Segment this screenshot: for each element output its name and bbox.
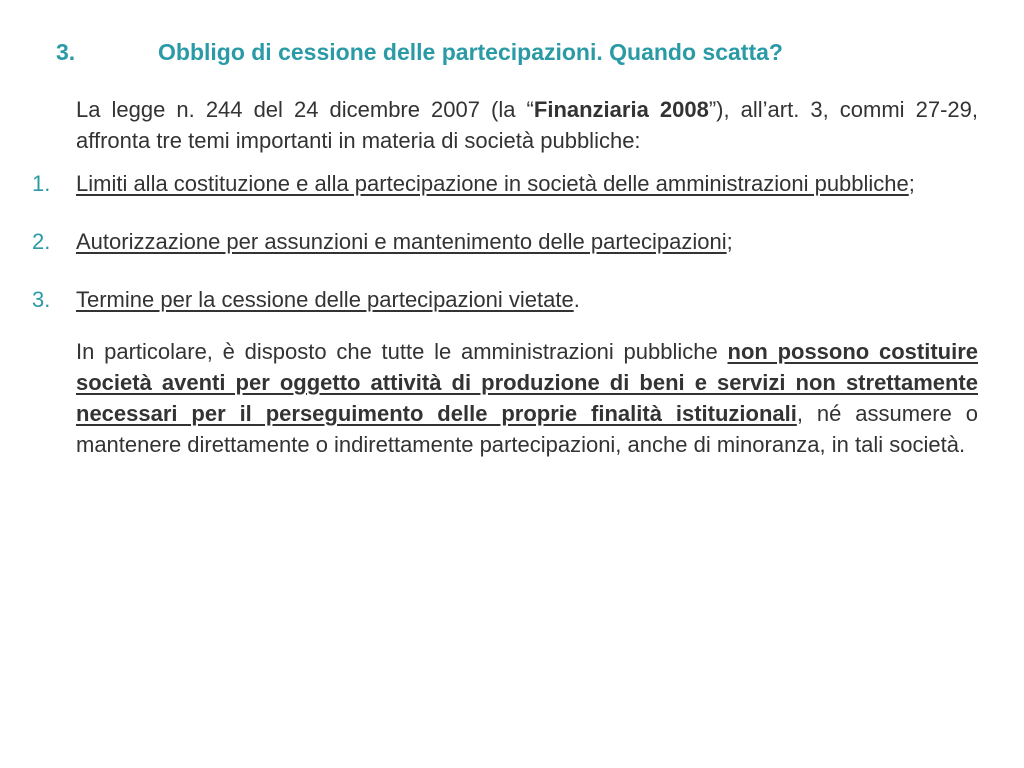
- closing-text-post: , né assumere o mantenere direttamente o indirettamente partecipazioni, anche di minoranza, in tali società.: [76, 401, 978, 457]
- intro-paragraph: [76, 94, 978, 156]
- topics-list: [32, 168, 978, 315]
- list-item-text: Termine per la cessione delle partecipazioni vietate: [76, 287, 574, 312]
- list-item-suffix: .: [573, 287, 580, 312]
- intro-text-post: ”), all’art. 3, commi 27-29, affronta tre temi importanti in materia di società pubbliche:: [76, 97, 978, 153]
- intro-text-pre: La legge n. 244 del 24 dicembre 2007 (la “: [76, 97, 534, 122]
- list-item-text: Limiti alla costituzione e alla partecipazione in società delle amministrazioni pubbliche: [76, 171, 909, 196]
- list-marker: 2.: [32, 229, 51, 254]
- closing-paragraph: [76, 336, 978, 460]
- list-item: [32, 226, 978, 257]
- list-item: [32, 168, 978, 199]
- heading-title: Obbligo di cessione delle partecipazioni. Quando scatta?: [158, 39, 783, 65]
- list-item-suffix: ;: [908, 171, 915, 196]
- slide-heading: [56, 37, 976, 67]
- closing-text-emphasis: non possono costituire società aventi per oggetto attività di produzione di beni e servizi non strettamente necessari per il perseguimento delle proprie finalità istituzionali: [76, 339, 978, 426]
- intro-text-bold: Finanziaria 2008: [533, 97, 709, 122]
- list-item-suffix: ;: [726, 229, 733, 254]
- list-marker: 3.: [32, 287, 51, 312]
- list-item: [32, 284, 978, 315]
- heading-number: 3.: [56, 39, 76, 65]
- closing-text-pre: In particolare, è disposto che tutte le amministrazioni pubbliche: [76, 339, 728, 364]
- slide-content: [32, 94, 978, 460]
- list-item-text: Autorizzazione per assunzioni e mantenimento delle partecipazioni: [76, 229, 727, 254]
- list-marker: 1.: [32, 171, 51, 196]
